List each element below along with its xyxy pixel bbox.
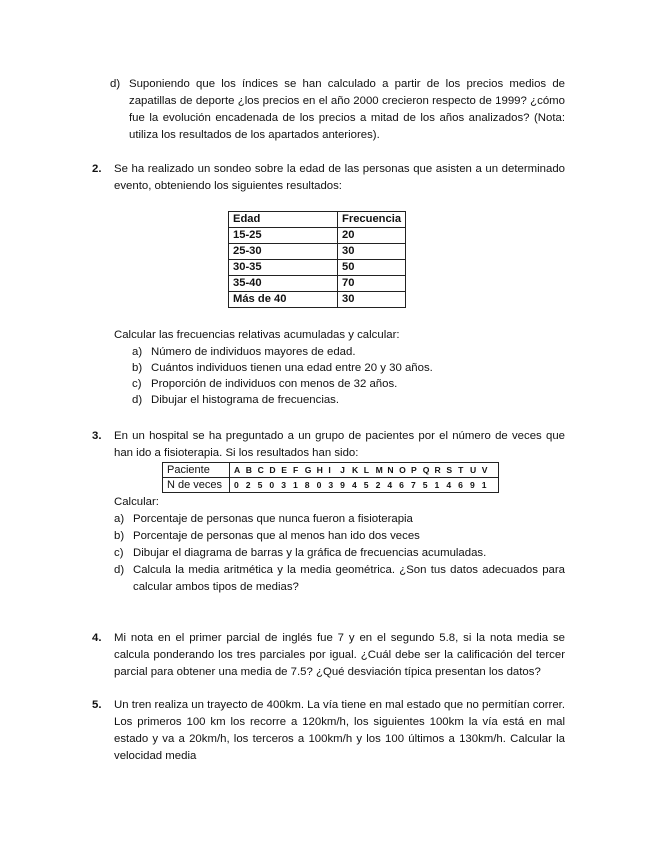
patient-letter: T (458, 465, 464, 475)
age-frequency-table (228, 211, 406, 308)
patient-count: 9 (469, 480, 475, 490)
list-marker: d) (114, 564, 125, 576)
q2-number: 2. (92, 163, 102, 175)
patient-letter: S (446, 465, 453, 475)
cell-frecuencia: 30 (338, 292, 406, 308)
patients-row-header: Paciente (163, 463, 230, 478)
patient-count: 1 (434, 480, 440, 490)
cell-edad: 35-40 (229, 276, 338, 292)
q4-text: Mi nota en el primer parcial de inglés fue 7 y en el segundo 5.8, si la nota media se calcula ponderando los tres parciales por igual. ¿Cuál debe ser la calificación del tercer parcial para obtener una media de 7.5? ¿Qué desviación típica presentan los datos? (114, 632, 565, 678)
patient-count: 0 (269, 480, 275, 490)
list-marker: b) (132, 362, 143, 374)
q2-list (114, 344, 433, 408)
counts-row-header: N de veces (163, 478, 230, 493)
list-text: Proporción de individuos con menos de 32 años. (151, 378, 398, 390)
list-text: Número de individuos mayores de edad. (151, 346, 356, 358)
list-item (114, 528, 565, 545)
list-marker: d) (132, 394, 143, 406)
patient-letter: F (292, 465, 299, 475)
patient-count: 5 (257, 480, 263, 490)
list-item (114, 511, 565, 528)
patient-count: 6 (399, 480, 405, 490)
patients-letters (230, 463, 499, 478)
q2-instruction: Calcular las frecuencias relativas acumuladas y calcular: (114, 329, 400, 341)
patient-count: 2 (245, 480, 251, 490)
list-text: Calcula la media aritmética y la media geométrica. ¿Son tus datos adecuados para calcular ambos tipos de medias? (133, 564, 565, 593)
list-text: Cuántos individuos tienen una edad entre 20 y 30 años. (151, 362, 433, 374)
patient-count: 1 (481, 480, 487, 490)
q3-number: 3. (92, 430, 102, 442)
patient-count: 8 (304, 480, 310, 490)
patient-letter: B (245, 465, 253, 475)
patient-count: 4 (387, 480, 393, 490)
patient-letter: N (387, 465, 394, 475)
patient-count: 2 (375, 480, 381, 490)
cell-frecuencia: 50 (338, 260, 406, 276)
patient-count: 0 (316, 480, 322, 490)
list-item (114, 392, 433, 408)
q3-instruction: Calcular: (114, 496, 159, 508)
cell-edad: 25-30 (229, 244, 338, 260)
list-item (114, 360, 433, 376)
patient-letter: L (363, 465, 370, 475)
table-header-row (229, 212, 406, 228)
table-row (229, 276, 406, 292)
patient-letter: D (269, 465, 276, 475)
q3-list (114, 511, 565, 596)
patient-count: 1 (292, 480, 298, 490)
cell-frecuencia: 20 (338, 228, 406, 244)
patient-letter: Q (422, 465, 430, 475)
patient-count: 4 (446, 480, 452, 490)
table-row (229, 228, 406, 244)
cell-edad: 15-25 (229, 228, 338, 244)
list-marker: b) (114, 530, 125, 542)
patient-count: 0 (234, 480, 239, 490)
patient-letter: U (469, 465, 477, 475)
item-d-label: d) (110, 78, 121, 90)
patient-letter: E (281, 465, 288, 475)
q4-number: 4. (92, 632, 102, 644)
list-marker: a) (114, 513, 125, 525)
patient-count: 5 (422, 480, 428, 490)
list-item (114, 376, 433, 392)
patient-letter: V (481, 465, 488, 475)
list-text: Dibujar el histograma de frecuencias. (151, 394, 340, 406)
list-text: Porcentaje de personas que nunca fueron a fisioterapia (133, 513, 413, 525)
list-item (114, 562, 565, 596)
patient-letter: H (316, 465, 323, 475)
patient-letter: M (375, 465, 383, 475)
table-row (229, 244, 406, 260)
item-d-text: Suponiendo que los índices se han calculado a partir de los precios medios de zapatillas de deporte ¿los precios en el año 2000 crecieron respecto de 1999? ¿cómo fue la evolución encadenada de los precios a mitad de los años analizados? (Nota: utiliza los resultados de los apartados anteriores). (129, 78, 565, 141)
cell-edad: 30-35 (229, 260, 338, 276)
q3-intro: En un hospital se ha preguntado a un grupo de pacientes por el número de veces que han ido a fisioterapia. Si los resultados han sido: (114, 430, 565, 459)
list-item (114, 344, 433, 360)
patient-letter: C (257, 465, 264, 475)
list-marker: c) (132, 378, 142, 390)
list-item (114, 545, 565, 562)
header-edad: Edad (229, 212, 338, 228)
patient-letter: G (304, 465, 312, 475)
patient-letter: R (434, 465, 441, 475)
patients-table (162, 462, 499, 493)
patient-count: 5 (363, 480, 369, 490)
cell-frecuencia: 30 (338, 244, 406, 260)
list-marker: c) (114, 547, 124, 559)
patient-count: 3 (328, 480, 334, 490)
q5-number: 5. (92, 699, 102, 711)
patients-counts (230, 478, 499, 493)
cell-frecuencia: 70 (338, 276, 406, 292)
item-d (108, 76, 565, 144)
patients-row (163, 463, 499, 478)
patient-letter: O (399, 465, 407, 475)
patient-count: 6 (458, 480, 464, 490)
patient-count: 4 (351, 480, 357, 490)
q5-text: Un tren realiza un trayecto de 400km. La vía tiene en mal estado que no permitían correr. Los primeros 100 km los recorre a 120km/h, los siguientes 100km la vía está en mal estado y va a 20km/h, los terceros a 100km/h y los 100 últimos a 130km/h. Calcular la velocidad media (114, 699, 565, 762)
list-text: Dibujar el diagrama de barras y la gráfica de frecuencias acumuladas. (133, 547, 487, 559)
table-row (229, 292, 406, 308)
cell-edad: Más de 40 (229, 292, 338, 308)
table-row (229, 260, 406, 276)
list-marker: a) (132, 346, 143, 358)
patient-count: 3 (281, 480, 287, 490)
patient-letter: J (340, 465, 346, 475)
list-text: Porcentaje de personas que al menos han ido dos veces (133, 530, 420, 542)
patient-letter: K (351, 465, 359, 475)
patient-letter: A (234, 465, 241, 475)
header-frecuencia: Frecuencia (338, 212, 406, 228)
patient-count: 9 (340, 480, 346, 490)
counts-row (163, 478, 499, 493)
q2-intro: Se ha realizado un sondeo sobre la edad de las personas que asisten a un determinado evento, obteniendo los siguientes resultados: (114, 163, 565, 192)
patient-count: 7 (410, 480, 416, 490)
patient-letter: I (328, 465, 331, 475)
patient-letter: P (410, 465, 417, 475)
